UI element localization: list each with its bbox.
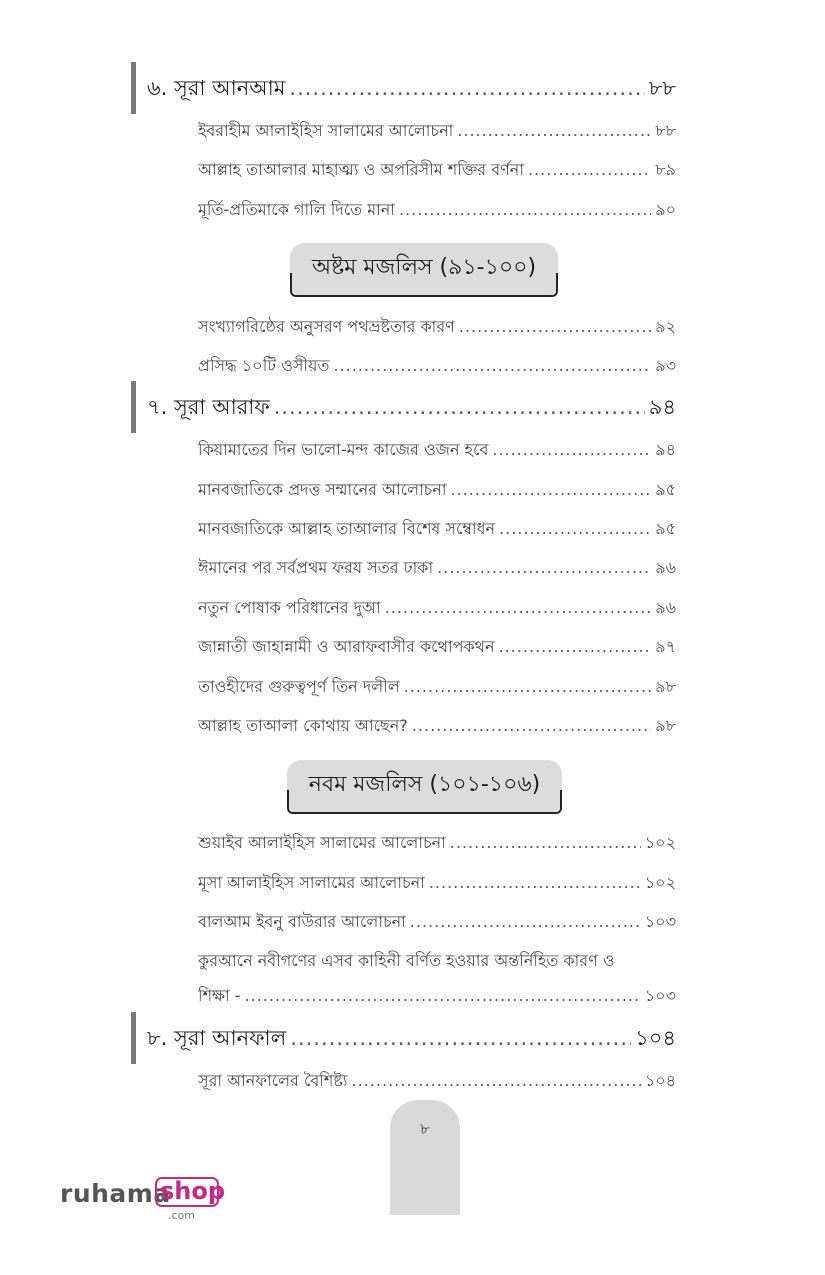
entry-page-number: ১০৩ — [644, 912, 676, 931]
toc-entry[interactable] — [198, 437, 676, 464]
chapter-page-number: ১০৪ — [635, 1026, 676, 1050]
chapter-bar — [131, 1012, 136, 1064]
entry-page-number: ১০৪ — [644, 1071, 676, 1090]
leader-dots — [399, 200, 651, 219]
leader-dots — [499, 637, 652, 656]
leader-dots — [404, 677, 652, 696]
toc-entry[interactable] — [198, 983, 676, 1010]
toc-entry[interactable] — [198, 314, 676, 341]
entry-page-number: ৯৭ — [655, 637, 676, 656]
entry-title: ঈমানের পর সর্বপ্রথম ফরয সতর ঢাকা — [198, 558, 434, 577]
entry-title: কিয়ামাতের দিন ভালো-মন্দ কাজের ওজন হবে — [198, 440, 489, 459]
entry-page-number: ১০২ — [644, 873, 676, 892]
leader-dots — [352, 1071, 641, 1090]
toc-entry[interactable] — [198, 713, 676, 740]
chapter-heading[interactable] — [131, 381, 676, 433]
entry-title: মানবজাতিকে আল্লাহ তাআলার বিশেষ সম্বোধন — [198, 519, 496, 538]
entry-title: বালআম ইবনু বাউরার আলোচনা — [198, 912, 406, 931]
leader-dots — [274, 395, 645, 419]
chapter-title: ৭. সূরা আরাফ — [147, 395, 270, 419]
toc-entry[interactable] — [198, 830, 676, 857]
entry-title: আল্লাহ তাআলার মাহাত্ম্য ও অপরিসীম শক্তির বর্ণনা — [198, 160, 524, 179]
leader-dots — [499, 519, 651, 538]
leader-dots — [290, 1026, 631, 1050]
leader-dots — [429, 873, 641, 892]
entry-title: মূর্তি-প্রতিমাকে গালি দিতে মানা — [198, 200, 395, 219]
toc-entry[interactable] — [198, 909, 676, 936]
entry-page-number: ৯৩ — [655, 356, 676, 375]
chapter-title: ৮. সূরা আনফাল — [147, 1026, 287, 1050]
toc-entry[interactable] — [198, 157, 676, 184]
toc-entry[interactable] — [198, 555, 676, 582]
leader-dots — [459, 317, 651, 336]
toc-entry[interactable] — [198, 197, 676, 224]
toc-entry[interactable] — [198, 674, 676, 701]
entry-page-number: ১০৩ — [644, 986, 676, 1005]
entry-page-number: ৯৮ — [655, 677, 676, 696]
entry-title: প্রসিদ্ধ ১০টি ওসীয়ত — [198, 356, 330, 375]
entry-page-number: ৮৯ — [655, 160, 676, 179]
leader-dots — [410, 912, 641, 931]
chapter-bar — [131, 381, 136, 433]
toc-entry[interactable] — [198, 477, 676, 504]
toc-entry[interactable] — [198, 634, 676, 661]
entry-title: মূসা আলাইহিস সালামের আলোচনা — [198, 873, 425, 892]
leader-dots — [451, 480, 652, 499]
toc-entry[interactable] — [198, 516, 676, 543]
entry-title: আল্লাহ তাআলা কোথায় আছেন? — [198, 716, 408, 735]
entry-page-number: ৯৮ — [655, 716, 676, 735]
toc-entry[interactable] — [198, 1068, 676, 1095]
chapter-page-number: ৮৮ — [648, 76, 676, 100]
chapter-heading[interactable] — [131, 62, 676, 114]
page-number: ৮ — [420, 1120, 430, 1138]
chapter-page-number: ৯৪ — [648, 395, 676, 419]
leader-dots — [333, 356, 651, 375]
leader-dots — [492, 440, 651, 459]
toc-entry[interactable] — [198, 353, 676, 380]
entry-title: সংখ্যাগরিষ্ঠের অনুসরণ পথভ্রষ্টতার কারণ — [198, 317, 455, 336]
page-number-tab — [390, 1100, 460, 1215]
entry-page-number: ৯০ — [655, 200, 676, 219]
entry-title: জান্নাতী জাহান্নামী ও আরাফবাসীর কথোপকথন — [198, 637, 495, 656]
leader-dots — [528, 160, 651, 179]
toc-entry-multiline-first[interactable]: কুরআনে নবীগণের এসব কাহিনী বর্ণিত হওয়ার অন্তর্নিহিত কারণ ও — [198, 951, 615, 970]
chapter-title: ৬. সূরা আনআম — [147, 76, 286, 100]
toc-entry[interactable] — [198, 118, 676, 145]
toc-entry[interactable] — [198, 595, 676, 622]
entry-title: শিক্ষা - — [198, 986, 241, 1005]
logo-domain-text: .com — [168, 1209, 195, 1222]
entry-page-number: ৯৪ — [655, 440, 676, 459]
leader-dots — [289, 76, 644, 100]
entry-page-number: ৯৫ — [655, 519, 676, 538]
logo-brand-text: ruhama — [60, 1179, 171, 1208]
entry-page-number: ৯৬ — [655, 598, 676, 617]
entry-title: সূরা আনফালের বৈশিষ্ট্য — [198, 1071, 348, 1090]
logo-shop-text: shop — [160, 1177, 226, 1205]
leader-dots — [450, 833, 641, 852]
session-heading — [287, 760, 562, 814]
entry-page-number: ৮৮ — [655, 121, 676, 140]
chapter-heading[interactable] — [131, 1012, 676, 1064]
toc-entry[interactable] — [198, 870, 676, 897]
entry-title: মানবজাতিকে প্রদত্ত সম্মানের আলোচনা — [198, 480, 447, 499]
entry-page-number: ৯২ — [655, 317, 676, 336]
chapter-bar — [131, 62, 136, 114]
leader-dots — [457, 121, 651, 140]
leader-dots — [437, 558, 651, 577]
leader-dots — [412, 716, 651, 735]
session-title: অষ্টম মজলিস (৯১-১০০) — [311, 254, 537, 280]
entry-page-number: ৯৬ — [655, 558, 676, 577]
entry-title: শুয়াইব আলাইহিস সালামের আলোচনা — [198, 833, 446, 852]
session-heading — [290, 243, 558, 297]
entry-title: নতুন পোষাক পরিধানের দুআ — [198, 598, 381, 617]
leader-dots — [245, 986, 641, 1005]
entry-title: তাওহীদের গুরুত্বপূর্ণ তিন দলীল — [198, 677, 400, 696]
entry-page-number: ১০২ — [644, 833, 676, 852]
entry-title: ইবরাহীম আলাইহিস সালামের আলোচনা — [198, 121, 454, 140]
session-title: নবম মজলিস (১০১-১০৬) — [308, 771, 541, 797]
entry-page-number: ৯৫ — [655, 480, 676, 499]
leader-dots — [385, 598, 651, 617]
